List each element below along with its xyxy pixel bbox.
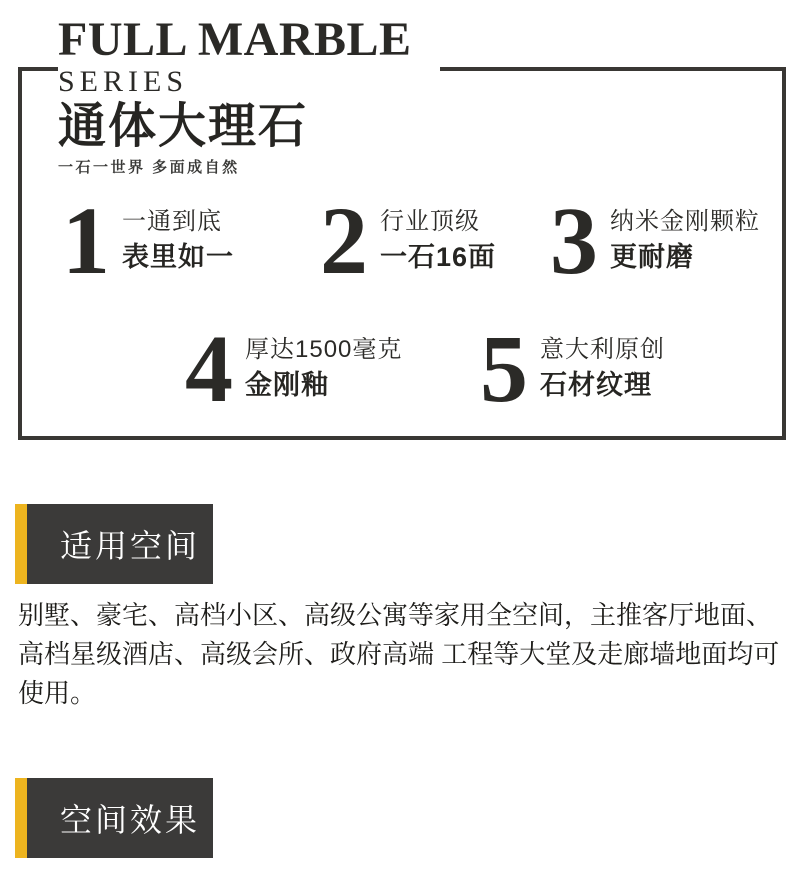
feature-text (380, 203, 496, 273)
accent-bar (15, 778, 27, 858)
feature-number: 3 (550, 187, 598, 294)
feature-line1: 一通到底 (122, 208, 222, 235)
feature-text (610, 203, 760, 273)
paragraph-line: 高档星级酒店、高级会所、政府高端 工程等大堂及走廊墙地面均可 (18, 639, 780, 669)
feature-line1: 纳米金刚颗粒 (610, 208, 760, 235)
hero-feature-box (18, 13, 786, 440)
title-block (58, 13, 440, 180)
feature-item-4 (185, 315, 403, 422)
feature-number: 1 (62, 187, 110, 294)
feature-item-3 (550, 187, 760, 294)
section-title-usage: 适用空间 (27, 504, 213, 584)
section-header-usage (15, 504, 213, 584)
accent-bar (15, 504, 27, 584)
usage-paragraph (18, 596, 792, 713)
feature-line1: 意大利原创 (540, 336, 665, 363)
section-header-effect (15, 778, 213, 858)
paragraph-line: 别墅、豪宅、高档小区、高级公寓等家用全空间，主推客厅地面、 (18, 600, 773, 630)
feature-number: 4 (185, 315, 233, 422)
title-series: SERIES (58, 65, 189, 98)
section-title-effect: 空间效果 (27, 778, 213, 858)
feature-line2: 金刚釉 (245, 370, 329, 400)
feature-text (245, 331, 402, 401)
feature-text (540, 331, 665, 401)
feature-line1: 行业顶级 (380, 208, 480, 235)
feature-item-2 (320, 187, 497, 294)
feature-line2: 一石16面 (380, 242, 497, 272)
feature-number: 2 (320, 187, 368, 294)
title-chinese: 通体大理石 (58, 100, 309, 153)
paragraph-line: 使用。 (18, 678, 97, 708)
feature-number: 5 (480, 315, 528, 422)
feature-item-5 (480, 315, 665, 422)
feature-line2: 表里如一 (122, 242, 234, 272)
feature-text (122, 203, 234, 273)
feature-line2: 更耐磨 (610, 242, 694, 272)
title-english: FULL MARBLE (58, 13, 412, 66)
feature-line1: 厚达1500毫克 (245, 336, 403, 363)
feature-item-1 (62, 187, 234, 294)
title-subtitle: 一石一世界 多面成自然 (58, 159, 240, 176)
feature-line2: 石材纹理 (540, 370, 652, 400)
